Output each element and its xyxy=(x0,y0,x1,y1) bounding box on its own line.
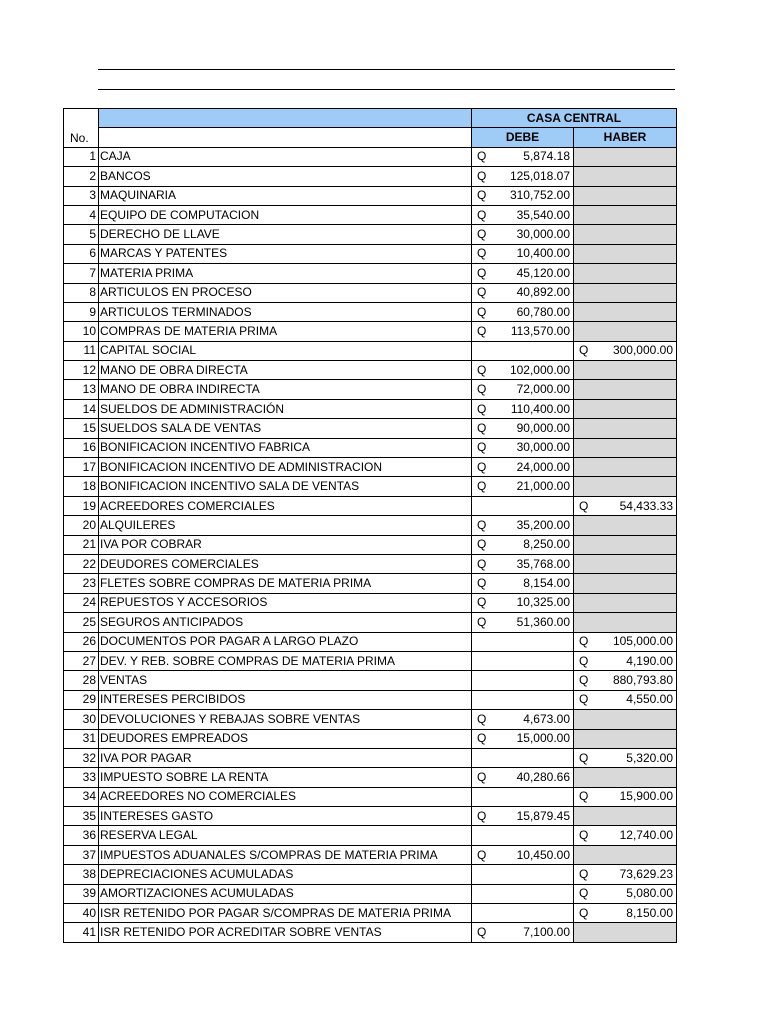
debe-amount: 15,000.00 xyxy=(516,731,570,746)
currency-symbol: Q xyxy=(477,246,487,261)
row-number: 23 xyxy=(64,574,99,593)
table-row xyxy=(64,923,677,942)
debe-cell xyxy=(472,884,574,903)
haber-cell xyxy=(574,748,677,767)
haber-cell xyxy=(574,613,677,632)
table-row xyxy=(64,458,677,477)
debe-cell xyxy=(472,904,574,923)
table-row xyxy=(64,729,677,748)
table-row xyxy=(64,787,677,806)
row-number: 17 xyxy=(64,458,99,477)
row-number: 30 xyxy=(64,710,99,729)
debe-amount: 90,000.00 xyxy=(516,420,570,435)
debe-amount: 8,154.00 xyxy=(523,576,570,591)
haber-cell xyxy=(574,651,677,670)
table-row xyxy=(64,322,677,341)
debe-cell xyxy=(472,807,574,826)
debe-amount: 35,768.00 xyxy=(516,556,570,571)
account-name: AMORTIZACIONES ACUMULADAS xyxy=(99,884,472,903)
currency-symbol: Q xyxy=(579,886,589,901)
account-name: ARTICULOS TERMINADOS xyxy=(99,302,472,321)
row-number: 4 xyxy=(64,205,99,224)
debe-amount: 45,120.00 xyxy=(516,265,570,280)
haber-cell xyxy=(574,865,677,884)
title-line-top xyxy=(98,69,675,70)
debe-amount: 113,570.00 xyxy=(510,323,570,338)
table-row xyxy=(64,361,677,380)
currency-symbol: Q xyxy=(477,925,487,940)
table-row xyxy=(64,904,677,923)
account-name: EQUIPO DE COMPUTACION xyxy=(99,205,472,224)
currency-symbol: Q xyxy=(579,866,589,881)
header-row-group xyxy=(64,109,677,128)
haber-cell xyxy=(574,244,677,263)
account-name: IMPUESTOS ADUANALES S/COMPRAS DE MATERIA PRIMA xyxy=(99,845,472,864)
row-number: 8 xyxy=(64,283,99,302)
row-number: 25 xyxy=(64,613,99,632)
debe-column-header: DEBE xyxy=(472,128,574,147)
haber-cell xyxy=(574,710,677,729)
currency-symbol: Q xyxy=(579,692,589,707)
haber-amount: 300,000.00 xyxy=(612,343,673,358)
debe-amount: 30,000.00 xyxy=(516,440,570,455)
casa-central-header: CASA CENTRAL xyxy=(472,109,677,128)
debe-cell xyxy=(472,264,574,283)
table-row xyxy=(64,264,677,283)
debe-cell xyxy=(472,477,574,496)
row-number: 15 xyxy=(64,419,99,438)
debe-cell xyxy=(472,458,574,477)
debe-cell xyxy=(472,283,574,302)
account-name: SEGUROS ANTICIPADOS xyxy=(99,613,472,632)
debe-cell xyxy=(472,554,574,573)
table-row xyxy=(64,593,677,612)
account-name: REPUESTOS Y ACCESORIOS xyxy=(99,593,472,612)
debe-cell xyxy=(472,729,574,748)
table-row xyxy=(64,768,677,787)
account-name: DERECHO DE LLAVE xyxy=(99,225,472,244)
debe-cell xyxy=(472,768,574,787)
haber-cell xyxy=(574,807,677,826)
account-name: ALQUILERES xyxy=(99,516,472,535)
row-number: 3 xyxy=(64,186,99,205)
haber-amount: 4,550.00 xyxy=(626,692,673,707)
table-row xyxy=(64,574,677,593)
table-row xyxy=(64,671,677,690)
currency-symbol: Q xyxy=(477,711,487,726)
haber-column-header: HABER xyxy=(574,128,677,147)
row-number: 18 xyxy=(64,477,99,496)
header-row-columns xyxy=(64,128,677,147)
currency-symbol: Q xyxy=(579,750,589,765)
currency-symbol: Q xyxy=(477,304,487,319)
row-number: 5 xyxy=(64,225,99,244)
table-row xyxy=(64,748,677,767)
debe-amount: 8,250.00 xyxy=(523,537,570,552)
debe-amount: 7,100.00 xyxy=(523,925,570,940)
table-row xyxy=(64,225,677,244)
debe-cell xyxy=(472,399,574,418)
debe-amount: 30,000.00 xyxy=(516,227,570,242)
account-name: ACREEDORES NO COMERCIALES xyxy=(99,787,472,806)
currency-symbol: Q xyxy=(477,401,487,416)
haber-cell xyxy=(574,554,677,573)
currency-symbol: Q xyxy=(477,537,487,552)
row-number: 7 xyxy=(64,264,99,283)
account-name: RESERVA LEGAL xyxy=(99,826,472,845)
debe-cell xyxy=(472,438,574,457)
haber-cell xyxy=(574,186,677,205)
currency-symbol: Q xyxy=(477,576,487,591)
currency-symbol: Q xyxy=(477,847,487,862)
haber-cell xyxy=(574,283,677,302)
account-name: MARCAS Y PATENTES xyxy=(99,244,472,263)
debe-cell xyxy=(472,651,574,670)
row-number: 2 xyxy=(64,167,99,186)
account-name: SUELDOS SALA DE VENTAS xyxy=(99,419,472,438)
currency-symbol: Q xyxy=(477,769,487,784)
table-row xyxy=(64,651,677,670)
debe-amount: 310,752.00 xyxy=(509,188,570,203)
table-row xyxy=(64,438,677,457)
currency-symbol: Q xyxy=(477,265,487,280)
account-name: DEVOLUCIONES Y REBAJAS SOBRE VENTAS xyxy=(99,710,472,729)
debe-cell xyxy=(472,748,574,767)
haber-cell xyxy=(574,923,677,942)
debe-cell xyxy=(472,302,574,321)
haber-cell xyxy=(574,768,677,787)
haber-cell xyxy=(574,574,677,593)
account-name: ISR RETENIDO POR PAGAR S/COMPRAS DE MATERIA PRIMA xyxy=(99,904,472,923)
account-name: ACREEDORES COMERCIALES xyxy=(99,496,472,515)
debe-cell xyxy=(472,380,574,399)
debe-cell xyxy=(472,845,574,864)
debe-cell xyxy=(472,167,574,186)
table-row xyxy=(64,535,677,554)
account-header-blank xyxy=(99,109,472,128)
debe-cell xyxy=(472,574,574,593)
currency-symbol: Q xyxy=(477,420,487,435)
haber-amount: 54,433.33 xyxy=(619,498,673,513)
table-row xyxy=(64,283,677,302)
debe-cell xyxy=(472,632,574,651)
account-name: ARTICULOS EN PROCESO xyxy=(99,283,472,302)
haber-cell xyxy=(574,593,677,612)
debe-cell xyxy=(472,690,574,709)
account-name: INTERESES GASTO xyxy=(99,807,472,826)
debe-amount: 72,000.00 xyxy=(516,382,570,397)
debe-amount: 21,000.00 xyxy=(516,479,570,494)
ledger-body xyxy=(64,147,677,942)
debe-amount: 110,400.00 xyxy=(510,401,570,416)
debe-amount: 35,200.00 xyxy=(516,517,570,532)
title-line-bottom xyxy=(98,89,675,90)
debe-cell xyxy=(472,322,574,341)
currency-symbol: Q xyxy=(579,634,589,649)
haber-amount: 880,793.80 xyxy=(612,673,673,688)
row-number: 37 xyxy=(64,845,99,864)
debe-amount: 10,325.00 xyxy=(516,595,570,610)
debe-amount: 10,400.00 xyxy=(516,246,570,261)
account-name: BONIFICACION INCENTIVO DE ADMINISTRACION xyxy=(99,458,472,477)
currency-symbol: Q xyxy=(477,808,487,823)
account-name: MATERIA PRIMA xyxy=(99,264,472,283)
table-row xyxy=(64,632,677,651)
currency-symbol: Q xyxy=(579,789,589,804)
account-name: IVA POR COBRAR xyxy=(99,535,472,554)
debe-cell xyxy=(472,225,574,244)
table-row xyxy=(64,554,677,573)
row-number: 27 xyxy=(64,651,99,670)
row-number: 33 xyxy=(64,768,99,787)
currency-symbol: Q xyxy=(579,653,589,668)
haber-cell xyxy=(574,671,677,690)
currency-symbol: Q xyxy=(477,440,487,455)
currency-symbol: Q xyxy=(477,382,487,397)
row-number: 10 xyxy=(64,322,99,341)
haber-cell xyxy=(574,787,677,806)
debe-cell xyxy=(472,205,574,224)
table-row xyxy=(64,380,677,399)
debe-amount: 4,673.00 xyxy=(523,711,570,726)
account-name: SUELDOS DE ADMINISTRACIÓN xyxy=(99,399,472,418)
no-column-header: No. xyxy=(64,109,99,148)
currency-symbol: Q xyxy=(477,731,487,746)
debe-amount: 24,000.00 xyxy=(516,459,570,474)
ledger-table xyxy=(63,108,677,943)
row-number: 19 xyxy=(64,496,99,515)
row-number: 12 xyxy=(64,361,99,380)
currency-symbol: Q xyxy=(477,227,487,242)
currency-symbol: Q xyxy=(477,614,487,629)
row-number: 22 xyxy=(64,554,99,573)
account-name: INTERESES PERCIBIDOS xyxy=(99,690,472,709)
account-name: IMPUESTO SOBRE LA RENTA xyxy=(99,768,472,787)
account-name: MAQUINARIA xyxy=(99,186,472,205)
currency-symbol: Q xyxy=(477,168,487,183)
debe-cell xyxy=(472,923,574,942)
table-row xyxy=(64,244,677,263)
table-row xyxy=(64,147,677,166)
debe-amount: 60,780.00 xyxy=(516,304,570,319)
haber-amount: 15,900.00 xyxy=(619,789,673,804)
currency-symbol: Q xyxy=(579,828,589,843)
debe-cell xyxy=(472,535,574,554)
account-name: CAJA xyxy=(99,147,472,166)
row-number: 6 xyxy=(64,244,99,263)
table-row xyxy=(64,167,677,186)
debe-cell xyxy=(472,671,574,690)
haber-cell xyxy=(574,419,677,438)
haber-cell xyxy=(574,341,677,360)
haber-cell xyxy=(574,477,677,496)
row-number: 11 xyxy=(64,341,99,360)
row-number: 9 xyxy=(64,302,99,321)
currency-symbol: Q xyxy=(477,362,487,377)
table-row xyxy=(64,710,677,729)
debe-amount: 125,018.07 xyxy=(509,168,570,183)
haber-cell xyxy=(574,690,677,709)
row-number: 14 xyxy=(64,399,99,418)
row-number: 20 xyxy=(64,516,99,535)
row-number: 16 xyxy=(64,438,99,457)
account-name: VENTAS xyxy=(99,671,472,690)
row-number: 29 xyxy=(64,690,99,709)
currency-symbol: Q xyxy=(477,479,487,494)
table-row xyxy=(64,807,677,826)
debe-cell xyxy=(472,244,574,263)
currency-symbol: Q xyxy=(477,459,487,474)
currency-symbol: Q xyxy=(477,595,487,610)
haber-cell xyxy=(574,729,677,748)
haber-cell xyxy=(574,205,677,224)
haber-cell xyxy=(574,516,677,535)
account-name: ISR RETENIDO POR ACREDITAR SOBRE VENTAS xyxy=(99,923,472,942)
haber-amount: 105,000.00 xyxy=(612,634,673,649)
debe-cell xyxy=(472,361,574,380)
haber-amount: 4,190.00 xyxy=(626,653,673,668)
haber-amount: 5,320.00 xyxy=(626,750,673,765)
row-number: 1 xyxy=(64,147,99,166)
haber-cell xyxy=(574,147,677,166)
currency-symbol: Q xyxy=(477,207,487,222)
haber-cell xyxy=(574,322,677,341)
row-number: 26 xyxy=(64,632,99,651)
currency-symbol: Q xyxy=(477,285,487,300)
debe-amount: 40,280.66 xyxy=(516,769,570,784)
account-name: IVA POR PAGAR xyxy=(99,748,472,767)
row-number: 24 xyxy=(64,593,99,612)
row-number: 39 xyxy=(64,884,99,903)
account-name: FLETES SOBRE COMPRAS DE MATERIA PRIMA xyxy=(99,574,472,593)
table-row xyxy=(64,690,677,709)
account-name: DOCUMENTOS POR PAGAR A LARGO PLAZO xyxy=(99,632,472,651)
debe-cell xyxy=(472,186,574,205)
haber-cell xyxy=(574,399,677,418)
account-name: DEV. Y REB. SOBRE COMPRAS DE MATERIA PRIMA xyxy=(99,651,472,670)
account-name: MANO DE OBRA DIRECTA xyxy=(99,361,472,380)
haber-amount: 73,629.23 xyxy=(619,866,673,881)
haber-cell xyxy=(574,826,677,845)
currency-symbol: Q xyxy=(477,149,487,164)
haber-cell xyxy=(574,845,677,864)
currency-symbol: Q xyxy=(579,498,589,513)
row-number: 34 xyxy=(64,787,99,806)
debe-amount: 102,000.00 xyxy=(509,362,570,377)
haber-cell xyxy=(574,225,677,244)
debe-amount: 35,540.00 xyxy=(516,207,570,222)
debe-amount: 10,450.00 xyxy=(516,847,570,862)
row-number: 41 xyxy=(64,923,99,942)
table-row xyxy=(64,845,677,864)
account-name: DEPRECIACIONES ACUMULADAS xyxy=(99,865,472,884)
row-number: 35 xyxy=(64,807,99,826)
haber-cell xyxy=(574,458,677,477)
table-row xyxy=(64,516,677,535)
account-name: COMPRAS DE MATERIA PRIMA xyxy=(99,322,472,341)
debe-cell xyxy=(472,147,574,166)
table-row xyxy=(64,302,677,321)
haber-cell xyxy=(574,496,677,515)
debe-cell xyxy=(472,613,574,632)
haber-cell xyxy=(574,302,677,321)
account-name: MANO DE OBRA INDIRECTA xyxy=(99,380,472,399)
currency-symbol: Q xyxy=(477,188,487,203)
row-number: 38 xyxy=(64,865,99,884)
account-name: DEUDORES COMERCIALES xyxy=(99,554,472,573)
account-header-empty xyxy=(99,128,472,147)
account-name: BANCOS xyxy=(99,167,472,186)
row-number: 40 xyxy=(64,904,99,923)
haber-cell xyxy=(574,264,677,283)
debe-cell xyxy=(472,516,574,535)
debe-cell xyxy=(472,710,574,729)
account-name: BONIFICACION INCENTIVO SALA DE VENTAS xyxy=(99,477,472,496)
currency-symbol: Q xyxy=(579,673,589,688)
currency-symbol: Q xyxy=(477,556,487,571)
account-name: BONIFICACION INCENTIVO FABRICA xyxy=(99,438,472,457)
table-row xyxy=(64,419,677,438)
haber-cell xyxy=(574,361,677,380)
haber-amount: 8,150.00 xyxy=(626,905,673,920)
table-row xyxy=(64,496,677,515)
currency-symbol: Q xyxy=(477,323,487,338)
debe-cell xyxy=(472,419,574,438)
table-row xyxy=(64,341,677,360)
debe-cell xyxy=(472,865,574,884)
table-row xyxy=(64,865,677,884)
row-number: 32 xyxy=(64,748,99,767)
table-row xyxy=(64,613,677,632)
currency-symbol: Q xyxy=(579,343,589,358)
table-row xyxy=(64,205,677,224)
row-number: 28 xyxy=(64,671,99,690)
debe-amount: 5,874.18 xyxy=(523,149,570,164)
table-row xyxy=(64,884,677,903)
haber-cell xyxy=(574,167,677,186)
row-number: 36 xyxy=(64,826,99,845)
debe-cell xyxy=(472,496,574,515)
debe-cell xyxy=(472,826,574,845)
account-name: CAPITAL SOCIAL xyxy=(99,341,472,360)
debe-amount: 15,879.45 xyxy=(516,808,570,823)
debe-cell xyxy=(472,593,574,612)
table-row xyxy=(64,477,677,496)
table-row xyxy=(64,186,677,205)
haber-amount: 12,740.00 xyxy=(619,828,673,843)
account-name: DEUDORES EMPREADOS xyxy=(99,729,472,748)
haber-cell xyxy=(574,438,677,457)
haber-cell xyxy=(574,535,677,554)
haber-cell xyxy=(574,632,677,651)
table-row xyxy=(64,399,677,418)
haber-amount: 5,080.00 xyxy=(626,886,673,901)
currency-symbol: Q xyxy=(477,517,487,532)
table-row xyxy=(64,826,677,845)
debe-amount: 51,360.00 xyxy=(516,614,570,629)
debe-amount: 40,892.00 xyxy=(516,285,570,300)
row-number: 31 xyxy=(64,729,99,748)
currency-symbol: Q xyxy=(579,905,589,920)
row-number: 21 xyxy=(64,535,99,554)
debe-cell xyxy=(472,787,574,806)
row-number: 13 xyxy=(64,380,99,399)
haber-cell xyxy=(574,904,677,923)
debe-cell xyxy=(472,341,574,360)
haber-cell xyxy=(574,380,677,399)
haber-cell xyxy=(574,884,677,903)
